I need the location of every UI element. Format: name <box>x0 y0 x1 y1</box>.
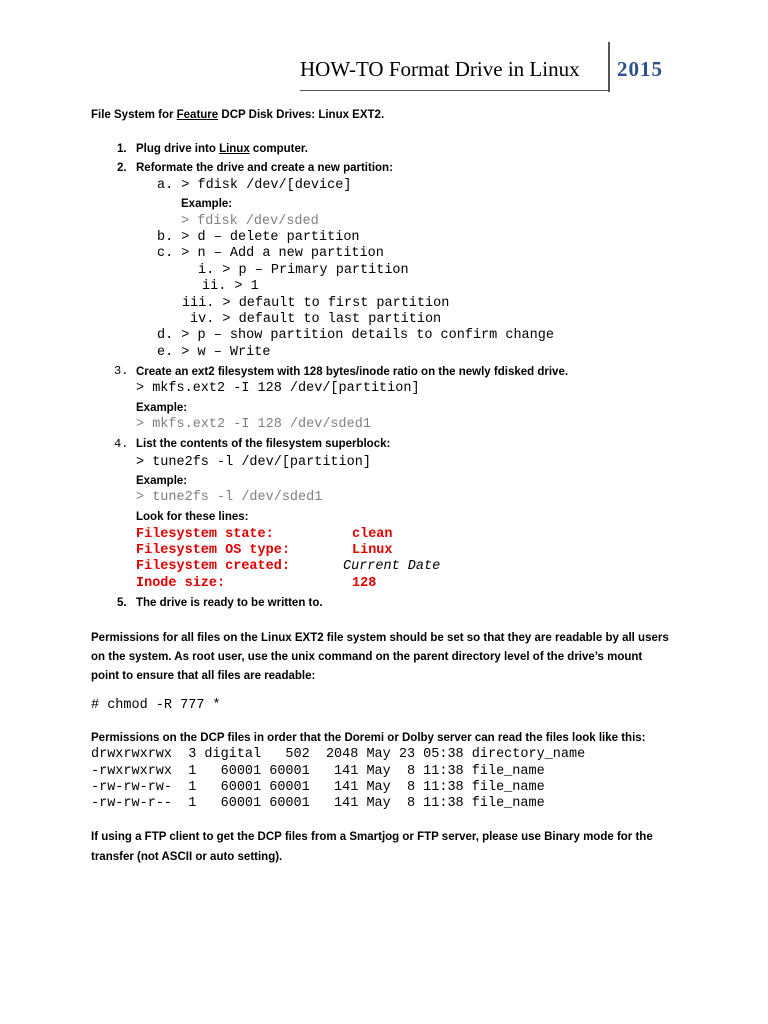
permissions-line-1: Permissions for all files on the Linux EXT2 file system should be set so that they are readable by all users <box>91 632 669 644</box>
superblock-key: Inode size: <box>136 576 226 591</box>
step-3-example: > mkfs.ext2 -I 128 /dev/sded1 <box>136 417 371 432</box>
listing-row: -rw-rw-r-- 1 60001 60001 141 May 8 11:38 file_name <box>91 796 545 811</box>
step-4-example-label: Example: <box>136 475 188 487</box>
ftp-line-1: If using a FTP client to get the DCP files from a Smartjog or FTP server, please use Binary mode for the <box>91 831 653 843</box>
chmod-command: # chmod -R 777 * <box>91 698 221 713</box>
feature-link[interactable]: Feature <box>176 109 219 121</box>
step-2a-command: a. > fdisk /dev/[device] <box>157 178 352 193</box>
step-2c-i: i. > p – Primary partition <box>198 263 409 278</box>
superblock-value: Linux <box>352 543 393 558</box>
document-title: HOW-TO Format Drive in Linux <box>300 57 580 81</box>
step-4-number: 4. <box>114 437 129 451</box>
step-2c-iii: iii. > default to first partition <box>182 296 450 311</box>
superblock-key: Filesystem created: <box>136 559 290 574</box>
step-2-text: Reformate the drive and create a new partition: <box>136 162 393 174</box>
intro-line <box>91 108 384 122</box>
superblock-key: Filesystem OS type: <box>136 543 290 558</box>
header-divider-vertical <box>608 42 610 92</box>
superblock-value: 128 <box>352 576 377 591</box>
step-2-number: 2. <box>117 162 127 174</box>
listing-heading: Permissions on the DCP files in order that the Doremi or Dolby server can read the files look like this: <box>91 732 646 744</box>
step-3-number: 3. <box>114 364 129 378</box>
step-2-example-label: Example: <box>181 198 233 210</box>
step-4-command: > tune2fs -l /dev/[partition] <box>136 455 371 470</box>
step-3-text: Create an ext2 filesystem with 128 bytes/inode ratio on the newly fdisked drive. <box>136 366 569 378</box>
step-3-example-label: Example: <box>136 402 188 414</box>
step-1-prefix: Plug drive into <box>136 143 220 155</box>
step-2d-command: d. > p – show partition details to confirm change <box>157 328 554 343</box>
listing-row: -rwxrwxrwx 1 60001 60001 141 May 8 11:38 file_name <box>91 764 545 779</box>
intro-suffix: DCP Disk Drives: Linux EXT2. <box>218 109 385 121</box>
step-1-number: 1. <box>117 143 127 155</box>
superblock-key: Filesystem state: <box>136 527 274 542</box>
step-2e-command: e. > w – Write <box>157 345 271 360</box>
document-year: 2015 <box>617 57 663 81</box>
step-1-suffix: computer. <box>249 143 308 155</box>
step-4-example: > tune2fs -l /dev/sded1 <box>136 490 323 505</box>
permissions-line-2: on the system. As root user, use the unix command on the parent directory level of the drive’s mount <box>91 651 643 663</box>
step-2c-iv: iv. > default to last partition <box>190 312 442 327</box>
linux-link[interactable]: Linux <box>219 143 250 155</box>
step-1-text <box>136 142 308 156</box>
step-3-command: > mkfs.ext2 -I 128 /dev/[partition] <box>136 381 420 396</box>
step-4-look-label: Look for these lines: <box>136 511 249 523</box>
step-2b-command: b. > d – delete partition <box>157 230 360 245</box>
intro-prefix: File System for <box>91 109 177 121</box>
listing-row: drwxrwxrwx 3 digital 502 2048 May 23 05:38 directory_name <box>91 747 586 762</box>
permissions-line-3: point to ensure that all files are readable: <box>91 670 316 682</box>
superblock-value: clean <box>352 527 393 542</box>
superblock-value: Current Date <box>343 559 441 574</box>
step-4-text: List the contents of the filesystem superblock: <box>136 438 391 450</box>
step-2c-command: c. > n – Add a new partition <box>157 246 384 261</box>
step-2-example: > fdisk /dev/sded <box>181 214 319 229</box>
step-5-text: The drive is ready to be written to. <box>136 597 323 609</box>
header-underline <box>300 90 610 91</box>
step-2c-ii: ii. > 1 <box>202 279 259 294</box>
step-5-number: 5. <box>117 597 127 609</box>
ftp-line-2: transfer (not ASCII or auto setting). <box>91 851 283 863</box>
listing-row: -rw-rw-rw- 1 60001 60001 141 May 8 11:38 file_name <box>91 780 545 795</box>
